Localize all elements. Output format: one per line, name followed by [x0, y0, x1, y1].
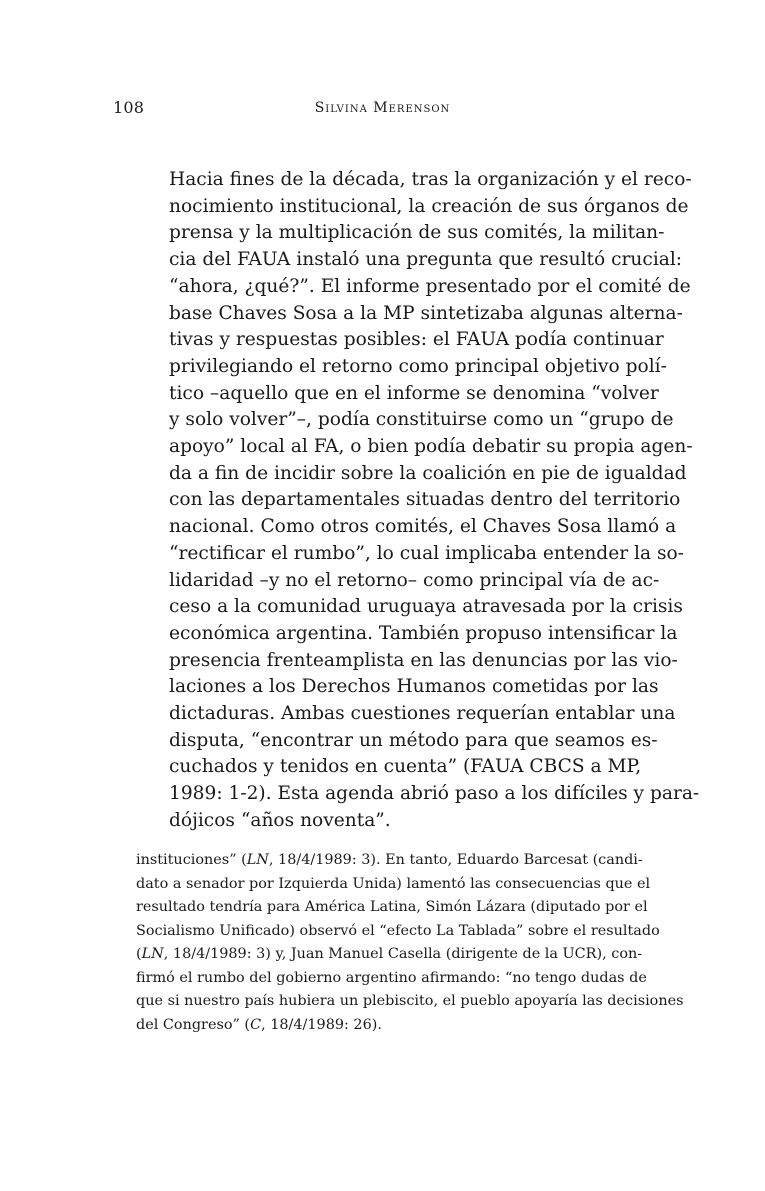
body-line: cuchados y tenidos en cuenta” (FAUA CBCS a MP,: [169, 756, 642, 778]
body-line: ceso a la comunidad uruguaya atravesada por la crisis: [169, 596, 683, 618]
body-line: 1989: 1-2). Esta agenda abrió paso a los difíciles y para-: [169, 783, 700, 805]
footnote-line: que si nuestro país hubiera un plebiscito, el pueblo apoyaría las decisiones: [136, 993, 684, 1009]
page-header: [0, 98, 765, 122]
body-line: lidaridad –y no el retorno– como principal vía de ac-: [169, 569, 660, 591]
body-line: dictaduras. Ambas cuestiones requerían entablar una: [169, 703, 676, 725]
footnote-line: [136, 849, 643, 873]
body-line: Hacia fines de la década, tras la organización y el reco-: [169, 169, 692, 190]
footnote: [136, 849, 684, 1037]
footnote-text: , 18/4/1989: 26).: [261, 1016, 382, 1033]
body-line: base Chaves Sosa a la MP sintetizaba algunas alterna-: [169, 302, 683, 324]
footnote-line: [136, 1014, 625, 1038]
footnote-line: [136, 943, 643, 967]
body-line: tivas y respuestas posibles: el FAUA podía continuar: [169, 329, 664, 351]
body-line: económica argentina. También propuso intensificar la: [169, 622, 678, 644]
running-head: Silvina Merenson: [314, 100, 451, 116]
footnote-line: Socialismo Unificado) observó el “efecto La Tablada” sobre el resultado: [136, 922, 660, 939]
footnote-text: instituciones” (: [136, 852, 247, 868]
body-line: “ahora, ¿qué?”. El informe presentado por el comité de: [169, 275, 691, 297]
body-line: nacional. Como otros comités, el Chaves Sosa llamó a: [169, 516, 677, 538]
footnote-text: , 18/4/1989: 3). En tanto, Eduardo Barcesat (candi-: [268, 852, 643, 868]
body-line: prensa y la multiplicación de sus comités, la militan-: [169, 222, 665, 244]
footnote-text: , 18/4/1989: 3) y, Juan Manuel Casella (dirigente de la UCR), con-: [163, 946, 643, 962]
footnote-line: dato a senador por Izquierda Unida) lamentó las consecuencias que el: [136, 875, 651, 892]
body-line: “rectificar el rumbo”, lo cual implicaba entender la so-: [169, 542, 684, 564]
body-line: laciones a los Derechos Humanos cometidas por las: [169, 676, 659, 698]
body-line: disputa, “encontrar un método para que seamos es-: [169, 729, 658, 751]
body-line: privilegiando el retorno como principal objetivo polí-: [169, 355, 667, 377]
body-line: dójicos “años noventa”.: [169, 809, 391, 831]
body-line: apoyo” local al FA, o bien podía debatir su propia agen-: [169, 436, 693, 458]
footnote-source-abbrev: LN: [246, 852, 269, 868]
body-line: da a fin de incidir sobre la coalición en pie de igualdad: [169, 462, 687, 484]
body-line: con las departamentales situadas dentro del territorio: [169, 489, 681, 511]
body-line: tico –aquello que en el informe se denomina “volver: [169, 382, 659, 404]
footnote-text: (: [136, 946, 142, 962]
body-line: presencia frenteamplista en las denuncias por las vio-: [169, 649, 678, 671]
body-line: cia del FAUA instaló una pregunta que resultó crucial:: [169, 249, 683, 271]
footnote-source-abbrev: LN: [141, 946, 164, 962]
body-line: y solo volver”–, podía constituirse como un “grupo de: [169, 409, 674, 431]
body-line: nocimiento institucional, la creación de sus órganos de: [169, 195, 689, 217]
body-paragraph: [169, 167, 700, 835]
footnote-text: del Congreso” (: [136, 1016, 251, 1033]
footnote-source-abbrev: C: [250, 1016, 262, 1033]
footnote-line: firmó el rumbo del gobierno argentino afirmando: “no tengo dudas de: [136, 969, 647, 986]
footnote-line: resultado tendría para América Latina, Simón Lázara (diputado por el: [136, 899, 648, 915]
page-number: 108: [113, 98, 145, 117]
